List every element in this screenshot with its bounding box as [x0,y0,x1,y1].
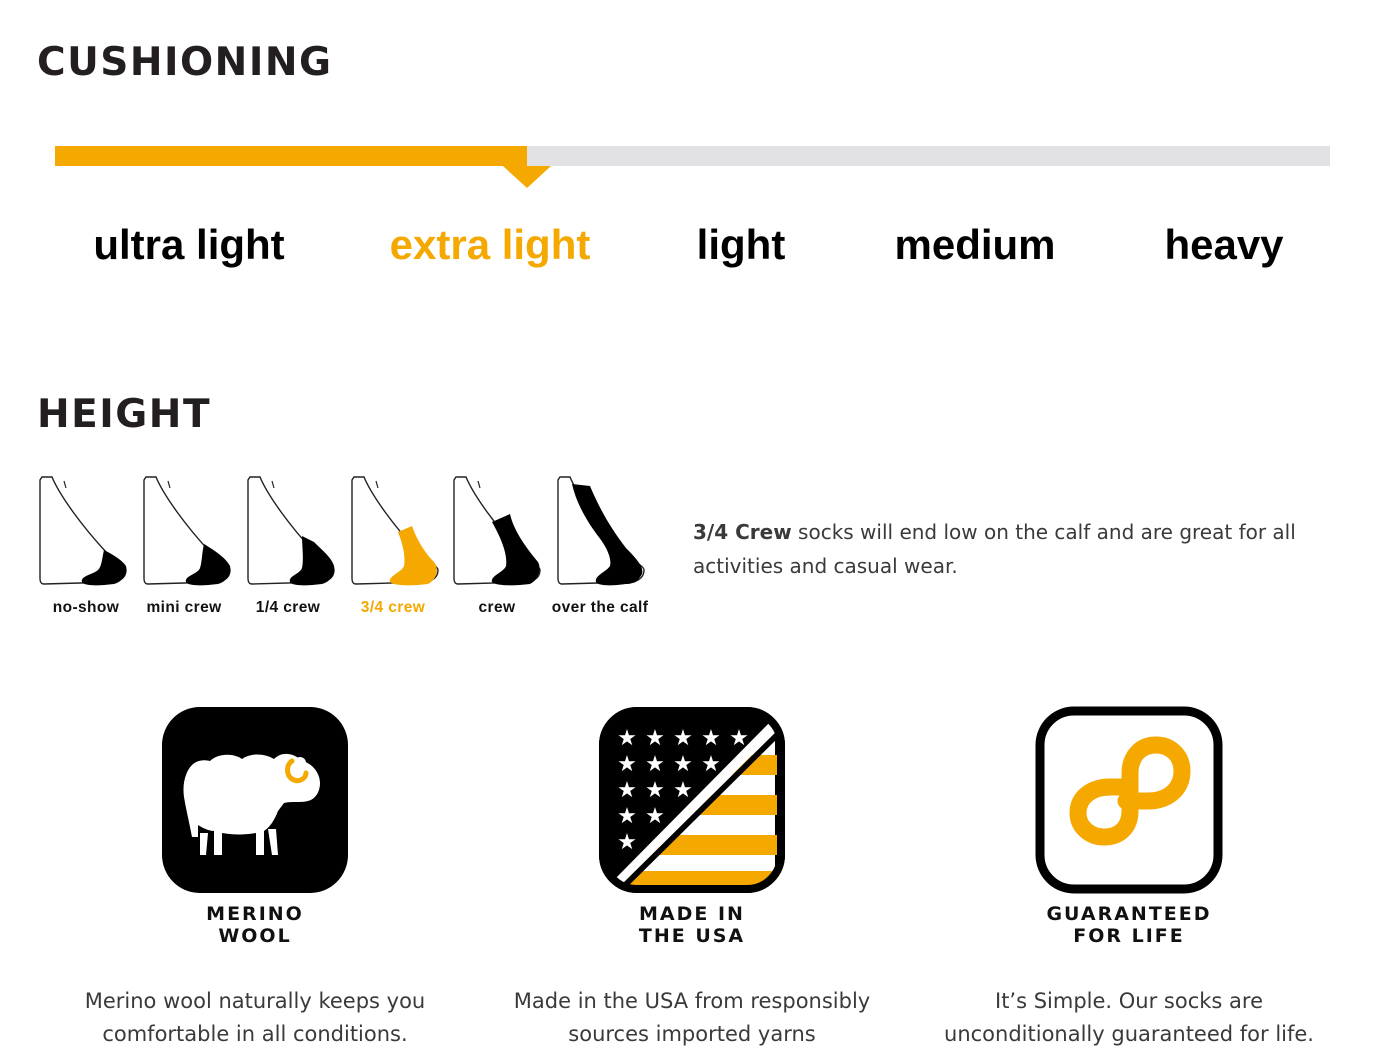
infinity-guarantee-icon [1034,705,1224,895]
feature-description [919,985,1339,1051]
svg-text:★: ★ [673,726,693,751]
cushion-option-heavy[interactable]: heavy [1164,221,1284,268]
cushion-option-light[interactable]: light [696,221,786,268]
sock-mini-crew-icon[interactable] [142,474,242,586]
feature-description-line: It’s Simple. Our socks are [995,989,1263,1013]
sock-over-the-calf-icon[interactable] [556,474,656,586]
sock-no-show-icon[interactable] [38,474,138,586]
feature-name-line: GUARANTEED [1046,903,1212,925]
height-option-mini-crew[interactable]: mini crew [146,599,222,616]
usa-flag-icon [597,705,787,895]
feature-description-line: comfortable in all conditions. [102,1022,408,1046]
svg-text:★: ★ [617,752,637,777]
svg-text:★: ★ [701,726,721,751]
svg-text:★: ★ [673,752,693,777]
feature-name [482,903,902,947]
height-option-over-the-calf[interactable]: over the calf [551,599,649,616]
height-option-quarter-crew[interactable]: 1/4 crew [255,599,321,616]
feature-name-line: FOR LIFE [1073,925,1185,947]
feature-name [45,903,465,947]
height-description [693,515,1333,583]
svg-text:★: ★ [645,726,665,751]
feature-made-in-usa [482,705,902,1051]
height-option-three-quarter-crew[interactable]: 3/4 crew [360,599,426,616]
cushion-option-ultra-light[interactable]: ultra light [93,221,285,268]
height-description-bold: 3/4 Crew [693,520,792,544]
svg-text:★: ★ [617,778,637,803]
height-option-no-show[interactable]: no-show [52,599,120,616]
svg-text:★: ★ [645,778,665,803]
height-title: HEIGHT [37,392,212,437]
sock-quarter-crew-icon[interactable] [246,474,346,586]
svg-text:★: ★ [701,752,721,777]
feature-name-line: WOOL [218,925,292,947]
feature-description-line: Merino wool naturally keeps you [84,989,426,1013]
feature-description-line: Made in the USA from responsibly [513,989,871,1013]
feature-name-line: THE USA [638,925,746,947]
height-option-crew[interactable]: crew [478,599,516,616]
svg-text:★: ★ [645,752,665,777]
svg-text:★: ★ [729,726,749,751]
cushioning-slider-pointer[interactable] [503,166,551,188]
sock-three-quarter-crew-icon[interactable] [350,474,450,586]
cushion-option-extra-light[interactable]: extra light [389,221,591,268]
cushioning-title: CUSHIONING [37,40,333,85]
svg-text:★: ★ [645,804,665,829]
feature-name [919,903,1339,947]
height-description-text: socks will end low on the calf and are great for all activities and casual wear. [693,520,1296,578]
cushion-option-medium[interactable]: medium [894,221,1056,268]
feature-description-line: sources imported yarns [568,1022,816,1046]
svg-text:★: ★ [673,778,693,803]
feature-name-line: MERINO [206,903,304,925]
svg-text:★: ★ [617,726,637,751]
feature-description [45,985,465,1051]
feature-description [482,985,902,1051]
cushioning-slider-fill [55,146,527,166]
feature-name-line: MADE IN [639,903,745,925]
cushioning-slider[interactable] [55,146,1330,166]
sheep-icon [160,705,350,895]
sock-crew-icon[interactable] [452,474,552,586]
svg-text:★: ★ [617,830,637,855]
feature-merino-wool [45,705,465,1051]
svg-text:★: ★ [617,804,637,829]
feature-guaranteed-for-life [919,705,1339,1051]
feature-description-line: unconditionally guaranteed for life. [944,1022,1314,1046]
